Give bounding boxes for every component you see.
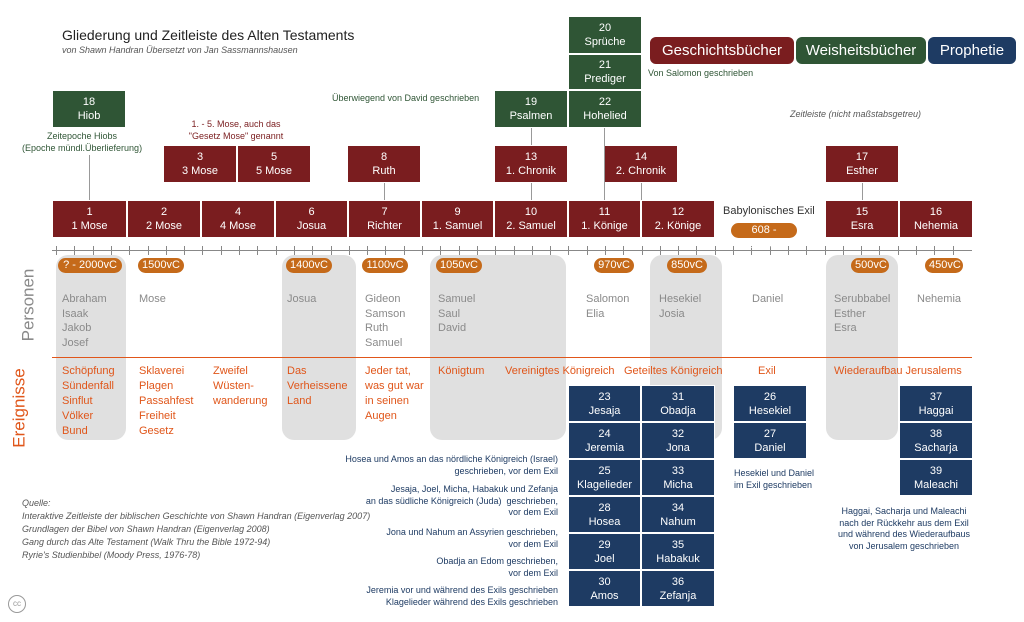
persons-josua: Josua <box>287 293 317 305</box>
timeline-tick <box>331 246 332 255</box>
prophet-book-hesekiel: 26 Hesekiel <box>733 385 807 422</box>
book-name: Hiob <box>77 110 101 122</box>
post-exile-prophets-note: Haggai, Sacharja und Maleachi nach der Rückkehr aus dem Exil und während des Wiederaufbaus von Jerusalem geschrieben <box>837 506 971 551</box>
persons-salomon: Salomon Elia <box>586 293 630 320</box>
history-book-ruth: 8 Ruth <box>347 145 421 183</box>
timeline-tick <box>93 246 94 255</box>
timeline-tick <box>696 246 697 255</box>
history-book-esther: 17 Esther <box>825 145 899 183</box>
date-pill: ? - 2000vC <box>58 258 122 273</box>
persons-nehemia: Nehemia <box>917 293 962 305</box>
timeline-tick <box>861 246 862 255</box>
history-book-1samuel: 9 1. Samuel <box>421 200 494 238</box>
event-united-kingdom: Vereinigtes Königreich <box>505 365 615 377</box>
date-pill: 608 - 538vC <box>731 223 797 238</box>
event-wilderness: Zweifel Wüsten- wanderung <box>213 365 268 407</box>
event-divided-kingdom: Geteiltes Königreich <box>624 365 723 377</box>
date-pill: 970vC <box>594 258 634 273</box>
prophet-book-obadja: 31 Obadja <box>641 385 715 422</box>
event-kingship: Königtum <box>438 365 485 377</box>
prophet-note-southern: Jesaja, Joel, Micha, Habakuk und Zefanja an das südliche Königreich (Juda) geschrieben, vor dem Exil <box>365 484 558 517</box>
date-pill: 500vC <box>851 258 889 273</box>
persons-mose: Mose <box>139 293 166 305</box>
event-rebuilding: Wiederaufbau Jerusalems <box>834 365 962 377</box>
timeline-tick <box>239 246 240 255</box>
timeline-tick <box>367 246 368 255</box>
timeline-tick <box>879 246 880 255</box>
persons-kings: Samuel Saul David <box>438 293 476 334</box>
timeline-tick <box>568 246 569 255</box>
timeline-tick <box>276 246 277 255</box>
timeline-tick <box>111 246 112 255</box>
connector-chronik1 <box>531 183 532 200</box>
date-pill: 1400vC <box>286 258 332 273</box>
persons-divided: Hesekiel Josia <box>659 293 702 320</box>
timeline-tick <box>312 246 313 255</box>
era-band-restoration <box>826 255 898 440</box>
timeline-tick <box>184 246 185 255</box>
history-book-1chronik: 13 1. Chronik <box>494 145 568 183</box>
prophet-book-jeremia: 24 Jeremia <box>568 422 641 459</box>
prophet-book-zefanja: 36 Zefanja <box>641 570 715 607</box>
timeline-tick <box>660 246 661 255</box>
moses-note: 1. - 5. Mose, auch das "Gesetz Mose" genannt <box>188 119 284 141</box>
timeline-tick <box>56 246 57 255</box>
prophet-book-jona: 32 Jona <box>641 422 715 459</box>
history-book-1koenige: 11 1. Könige <box>568 200 641 238</box>
history-book-3mose: 3 3 Mose <box>163 145 237 183</box>
event-judges: Jeder tat, was gut war in seinen Augen <box>365 365 424 422</box>
persons-exile: Daniel <box>752 293 784 305</box>
connector-chronik2 <box>641 183 642 200</box>
timeline-tick <box>294 246 295 255</box>
persons-return: Serubbabel Esther Esra <box>834 293 891 334</box>
timeline-tick <box>221 246 222 255</box>
david-note: Überwiegend von David geschrieben <box>332 93 480 103</box>
date-pill: 850vC <box>667 258 707 273</box>
legend-prophecy: Prophetie <box>927 36 1017 65</box>
wisdom-book-sprueche: 20 Sprüche <box>568 16 642 54</box>
prophet-book-habakuk: 35 Habakuk <box>641 533 715 570</box>
prophet-book-amos: 30 Amos <box>568 570 641 607</box>
timeline-tick <box>495 246 496 255</box>
section-separator <box>52 357 972 358</box>
timeline-tick <box>843 246 844 255</box>
event-promised-land: Das Verheissene Land <box>287 365 348 407</box>
timeline-tick <box>678 246 679 255</box>
timeline-tick <box>404 246 405 255</box>
connector-esther <box>862 183 863 200</box>
timeline-tick <box>788 246 789 255</box>
timeline-tick <box>642 246 643 255</box>
persons-patriarchs: Abraham Isaak Jakob Josef <box>62 293 107 349</box>
page-subtitle: von Shawn Handran Übersetzt von Jan Sassmannshausen <box>62 45 298 55</box>
date-pill: 1050vC <box>436 258 482 273</box>
timeline-tick <box>459 246 460 255</box>
prophet-book-joel: 29 Joel <box>568 533 641 570</box>
timeline-tick <box>74 246 75 255</box>
timeline-tick <box>422 246 423 255</box>
legend-history: Geschichtsbücher <box>649 36 795 65</box>
exile-label: Babylonisches Exil <box>723 205 815 217</box>
job-note: Zeitepoche Hiobs (Epoche mündl.Überlieferung) <box>22 131 143 153</box>
era-band-samuel <box>430 255 566 440</box>
history-book-nehemia: 16 Nehemia <box>899 200 973 238</box>
prophet-note-jeremia: Jeremia vor und während des Exils geschrieben Klagelieder während des Exils geschrieben <box>366 585 558 607</box>
prophet-book-nahum: 34 Nahum <box>641 496 715 533</box>
cc-license-icon: cc <box>8 595 26 613</box>
prophet-book-hosea: 28 Hosea <box>568 496 641 533</box>
wisdom-book-hiob <box>52 90 126 128</box>
timeline-axis <box>52 250 972 251</box>
exile-prophets-note: Hesekiel und Daniel im Exil geschrieben <box>734 468 815 490</box>
timeline-tick <box>623 246 624 255</box>
book-number: 18 <box>82 96 96 108</box>
timeline-tick <box>349 246 350 255</box>
timeline-note: Zeitleiste (nicht maßstabsgetreu) <box>790 109 922 119</box>
solomon-note: Von Salomon geschrieben <box>648 68 754 78</box>
history-book-2samuel: 10 2. Samuel <box>494 200 568 238</box>
connector-hohelied <box>604 128 605 200</box>
timeline-tick <box>605 246 606 255</box>
prophet-book-daniel: 27 Daniel <box>733 422 807 459</box>
history-book-esra: 15 Esra <box>825 200 899 238</box>
wisdom-book-hohelied: 22 Hohelied <box>568 90 642 128</box>
history-book-5mose: 5 5 Mose <box>237 145 311 183</box>
hiob-connector <box>89 155 90 200</box>
prophet-note-assyria: Jona und Nahum an Assyrien geschrieben, vor dem Exil <box>386 527 558 549</box>
history-book-1mose: 1 1 Mose <box>52 200 127 238</box>
date-pill: 1500vC <box>138 258 184 273</box>
timeline-tick <box>825 246 826 255</box>
legend-wisdom: Weisheitsbücher <box>795 36 927 65</box>
events-side-label: Ereignisse <box>9 368 29 448</box>
timeline-tick <box>257 246 258 255</box>
prophet-book-klagelieder: 25 Klagelieder <box>568 459 641 496</box>
timeline-tick <box>733 246 734 255</box>
timeline-tick <box>514 246 515 255</box>
prophet-book-sacharja: 38 Sacharja <box>899 422 973 459</box>
prophet-book-haggai: 37 Haggai <box>899 385 973 422</box>
timeline-tick <box>587 246 588 255</box>
timeline-tick <box>898 246 899 255</box>
connector-ruth <box>384 183 385 200</box>
timeline-tick <box>953 246 954 255</box>
prophet-note-northern: Hosea und Amos an das nördliche Königreich (Israel) geschrieben, vor dem Exil <box>345 454 558 476</box>
timeline-tick <box>148 246 149 255</box>
history-book-4mose: 4 4 Mose <box>201 200 275 238</box>
timeline-tick <box>477 246 478 255</box>
timeline-tick <box>440 246 441 255</box>
event-genesis: Schöpfung Sündenfall Sinflut Völker Bund <box>62 365 115 437</box>
date-pill: 1100vC <box>362 258 408 273</box>
prophet-note-edom: Obadja an Edom geschrieben, vor dem Exil <box>436 556 558 578</box>
timeline-tick <box>166 246 167 255</box>
wisdom-book-psalmen: 19 Psalmen <box>494 90 568 128</box>
history-book-2mose: 2 2 Mose <box>127 200 201 238</box>
timeline-tick <box>934 246 935 255</box>
timeline-tick <box>385 246 386 255</box>
timeline-tick <box>806 246 807 255</box>
persons-judges: Gideon Samson Ruth Samuel <box>365 293 406 349</box>
timeline-tick <box>715 246 716 255</box>
timeline-tick <box>532 246 533 255</box>
prophet-book-micha: 33 Micha <box>641 459 715 496</box>
page-title: Gliederung und Zeitleiste des Alten Testaments <box>62 27 355 43</box>
era-band-josua <box>282 255 356 440</box>
connector-psalmen <box>531 128 532 145</box>
event-exile: Exil <box>758 365 776 377</box>
persons-side-label: Personen <box>18 268 38 342</box>
prophet-book-jesaja: 23 Jesaja <box>568 385 641 422</box>
timeline-tick <box>916 246 917 255</box>
event-exodus: Sklaverei Plagen Passahfest Freiheit Gesetz <box>139 365 194 437</box>
timeline-tick <box>129 246 130 255</box>
sources: Quelle: Interaktive Zeitleiste der biblischen Geschichte von Shawn Handran (Eigenverlag 2007) Grundlagen der Bibel von Shawn Handran (Eigenverlag 2008) Gang durch das Alte Testament (Walk Thru the Bible 1972-94) Ryrie's Studienbibel (Moody Press, 1976-78) <box>22 498 371 560</box>
prophet-book-maleachi: 39 Maleachi <box>899 459 973 496</box>
history-book-2koenige: 12 2. Könige <box>641 200 715 238</box>
history-book-josua: 6 Josua <box>275 200 348 238</box>
history-book-richter: 7 Richter <box>348 200 421 238</box>
timeline-tick <box>550 246 551 255</box>
timeline-tick <box>202 246 203 255</box>
wisdom-book-prediger: 21 Prediger <box>568 54 642 90</box>
history-book-2chronik: 14 2. Chronik <box>604 145 678 183</box>
date-pill: 450vC <box>925 258 963 273</box>
